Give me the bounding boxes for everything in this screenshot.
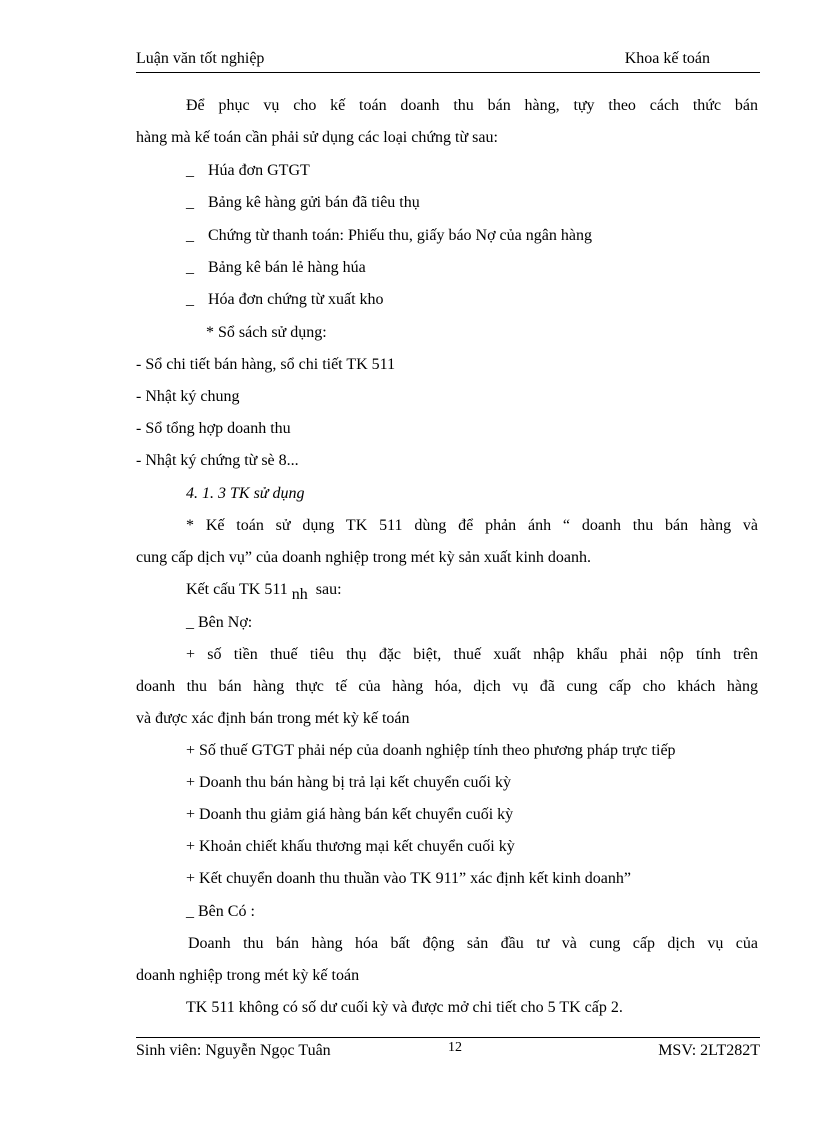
document-item: _ Húa đơn GTGT (186, 162, 310, 179)
intro-line-2: hàng mà kế toán cần phải sử dụng các loại chứng từ sau: (136, 129, 498, 146)
debit-item: + Khoản chiết khấu thương mại kết chuyển cuối kỳ (186, 838, 515, 855)
debit-first-line-1: + số tiền thuế tiêu thụ đặc biệt, thuế xuất nhập khẩu phải nộp tính trên (186, 646, 758, 663)
page-header (136, 50, 760, 73)
books-item: - Sổ chi tiết bán hàng, sổ chi tiết TK 511 (136, 356, 396, 373)
debit-first-line-2: doanh thu bán hàng thực tế của hàng hóa, dịch vụ đã cung cấp cho khách hàng (136, 678, 758, 695)
credit-line-1: Doanh thu bán hàng hóa bất động sản đầu tư và cung cấp dịch vụ của (188, 935, 758, 952)
books-title: * Sổ sách sử dụng: (206, 324, 327, 341)
credit-line-2: doanh nghiệp trong mét kỳ kế toán (136, 967, 360, 984)
footer-student-name: Sinh viên: Nguyễn Ngọc Tuân (136, 1042, 331, 1059)
closing-line: TK 511 không có số dư cuối kỳ và được mở chi tiết cho 5 TK cấp 2. (186, 999, 623, 1016)
debit-item: + Kết chuyển doanh thu thuần vào TK 911” xác định kết kinh doanh” (186, 870, 631, 887)
page-footer (136, 1037, 760, 1072)
document-item: _ Chứng từ thanh toán: Phiếu thu, giấy báo Nợ của ngân hàng (186, 227, 592, 244)
tk511-intro-line-2: cung cấp dịch vụ” của doanh nghiệp trong mét kỳ sản xuất kinh doanh. (136, 549, 591, 566)
document-item: _ Bảng kê hàng gửi bán đã tiêu thụ (186, 194, 420, 211)
tk511-structure: Kết cấu TK 511 nh sau: (186, 581, 342, 603)
tk511-intro-line-1: * Kế toán sử dụng TK 511 dùng để phản ánh “ doanh thu bán hàng và (186, 517, 758, 534)
section-heading: 4. 1. 3 TK sử dụng (186, 485, 305, 502)
books-item: - Nhật ký chung (136, 388, 240, 405)
books-item: - Sổ tổng hợp doanh thu (136, 420, 291, 437)
debit-item: + Doanh thu giảm giá hàng bán kết chuyển cuối kỳ (186, 806, 514, 823)
document-item: _ Hóa đơn chứng từ xuất kho (186, 291, 384, 308)
debit-first-line-3: và được xác định bán trong mét kỳ kế toán (136, 710, 410, 727)
debit-item: + Doanh thu bán hàng bị trả lại kết chuyển cuối kỳ (186, 774, 511, 791)
header-department: Khoa kế toán (624, 50, 710, 67)
credit-title: _ Bên Có : (186, 903, 255, 920)
debit-item: + Số thuế GTGT phải nép của doanh nghiệp tính theo phương pháp trực tiếp (186, 742, 676, 759)
footer-student-id: MSV: 2LT282T (658, 1042, 760, 1059)
document-item: _ Bảng kê bán lẻ hàng húa (186, 259, 366, 276)
debit-title: _ Bên Nợ: (186, 614, 253, 631)
page-number: 12 (448, 1040, 462, 1055)
intro-line-1: Để phục vụ cho kế toán doanh thu bán hàng, tựy theo cách thức bán (186, 97, 758, 114)
document-body (136, 90, 758, 1030)
header-thesis-title: Luận văn tốt nghiệp (136, 50, 265, 67)
books-item: - Nhật ký chứng từ sè 8... (136, 452, 299, 469)
